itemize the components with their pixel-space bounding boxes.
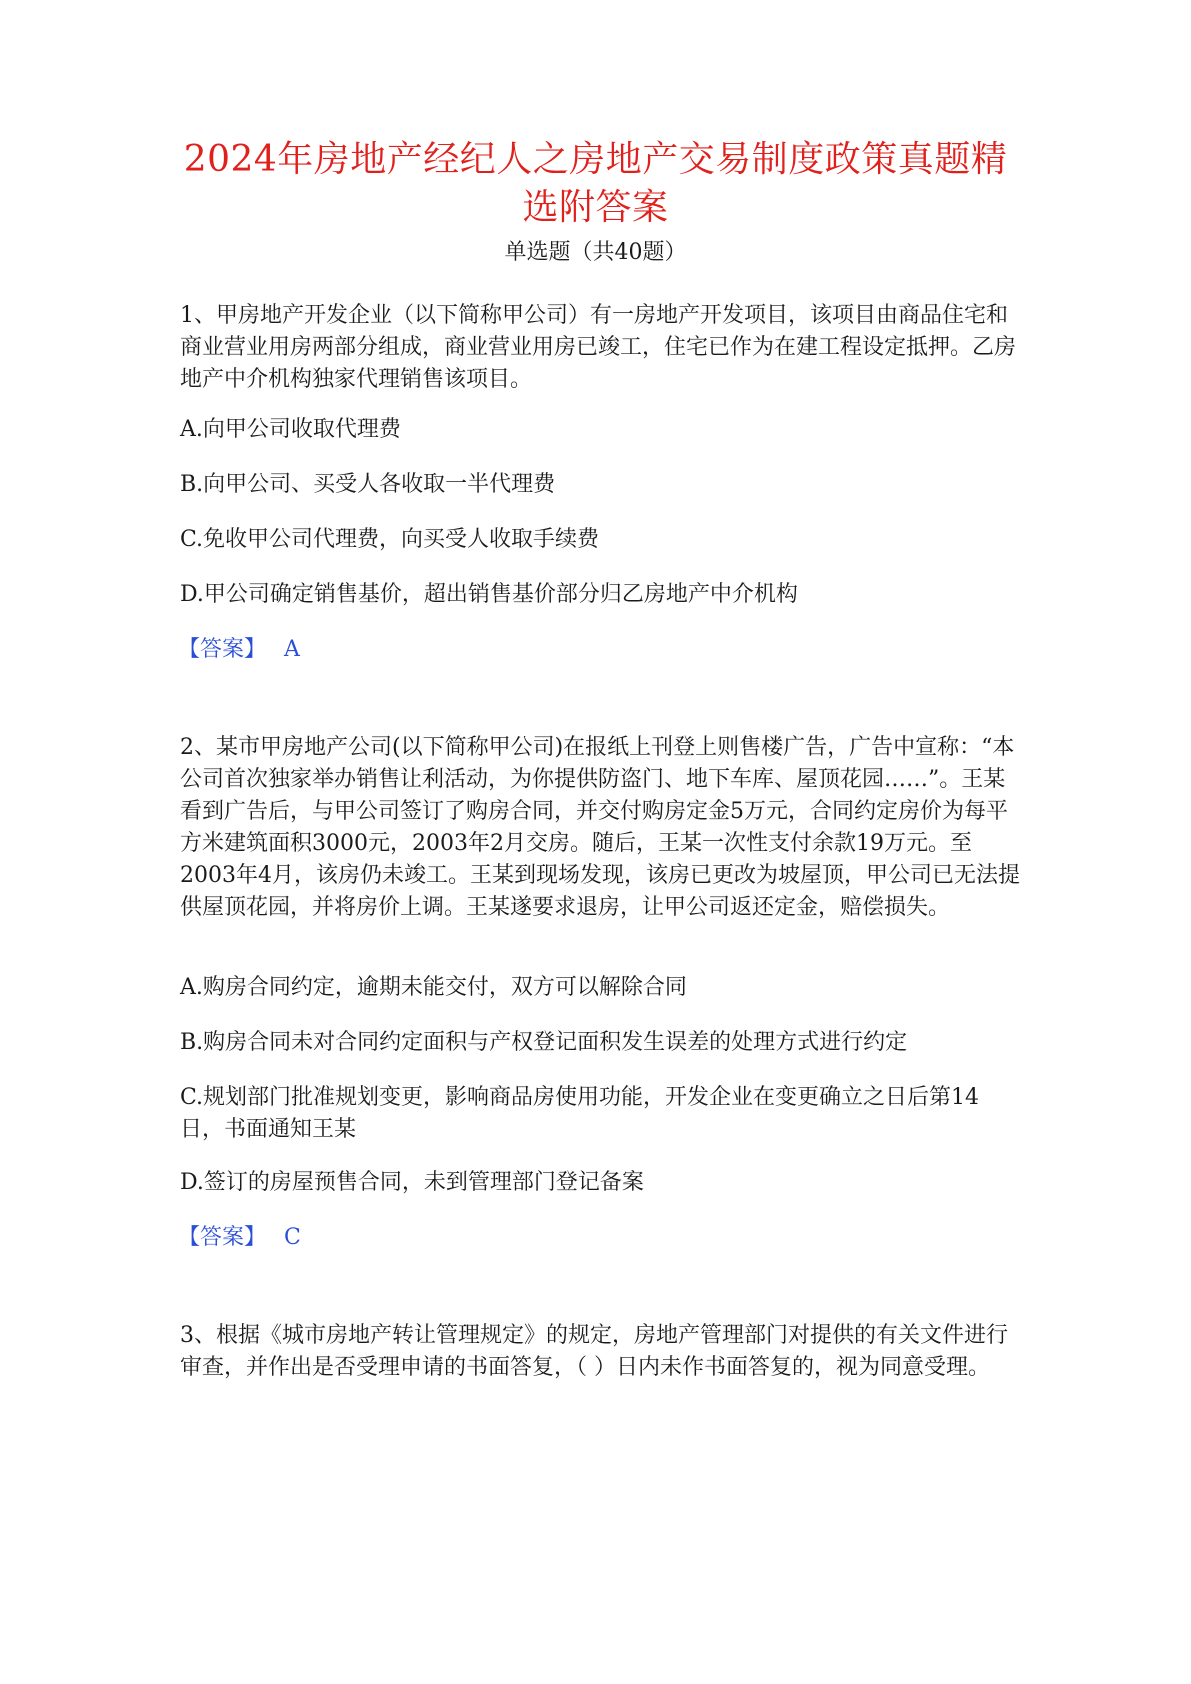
question-1-answer (178, 635, 300, 665)
question-3-stem: 3、根据《城市房地产转让管理规定》的规定，房地产管理部门对提供的有关文件进行审查，并作出是否受理申请的书面答复，（ ）日内未作书面答复的，视为同意受理。 (180, 1323, 1008, 1380)
title-line-1: 2024年房地产经纪人之房地产交易制度政策真题精 (183, 139, 1008, 180)
question-2-answer (178, 1223, 301, 1253)
answer-value: C (284, 1225, 301, 1250)
answer-label: 【答案】 (178, 1225, 267, 1250)
question-2-stem: 2、某市甲房地产公司(以下简称甲公司)在报纸上刊登上则售楼广告，广告中宣称：“本公司首次独家举办销售让利活动，为你提供防盗门、地下车库、屋顶花园……”。王某看到广告后，与甲公司签订了购房合同，并交付购房定金5万元，合同约定房价为每平方米建筑面积3000元，2003年2月交房。随后，王某一次性支付余款19万元。至2003年4月，该房仍未竣工。王某到现场发现，该房已更改为坡屋顶，甲公司已无法提供屋顶花园，并将房价上调。王某遂要求退房，让甲公司返还定金，赔偿损失。 (180, 735, 1020, 920)
question-1-stem: 1、甲房地产开发企业（以下简称甲公司）有一房地产开发项目，该项目由商品住宅和商业营业用房两部分组成，商业营业用房已竣工，住宅已作为在建工程设定抵押。乙房地产中介机构独家代理销售该项目。 (180, 303, 1017, 392)
question-1-option-a: A.向甲公司收取代理费 (180, 417, 401, 442)
answer-label: 【答案】 (178, 637, 267, 662)
question-2-option-a: A.购房合同约定，逾期未能交付，双方可以解除合同 (180, 975, 687, 1000)
question-1-option-b: B.向甲公司、买受人各收取一半代理费 (180, 472, 556, 497)
title-line-2: 选附答案 (522, 187, 669, 228)
section-heading: 单选题（共40题） (504, 240, 687, 265)
question-2-option-d: D.签订的房屋预售合同，未到管理部门登记备案 (180, 1170, 644, 1195)
question-2-option-c: C.规划部门批准规划变更，影响商品房使用功能，开发企业在变更确立之日后第14日，书面通知王某 (180, 1085, 980, 1142)
question-2-option-b: B.购房合同未对合同约定面积与产权登记面积发生误差的处理方式进行约定 (180, 1030, 908, 1055)
answer-value: A (284, 637, 300, 662)
question-1-option-d: D.甲公司确定销售基价，超出销售基价部分归乙房地产中介机构 (180, 582, 798, 607)
question-1-option-c: C.免收甲公司代理费，向买受人收取手续费 (180, 527, 600, 552)
document-title (150, 136, 1041, 232)
